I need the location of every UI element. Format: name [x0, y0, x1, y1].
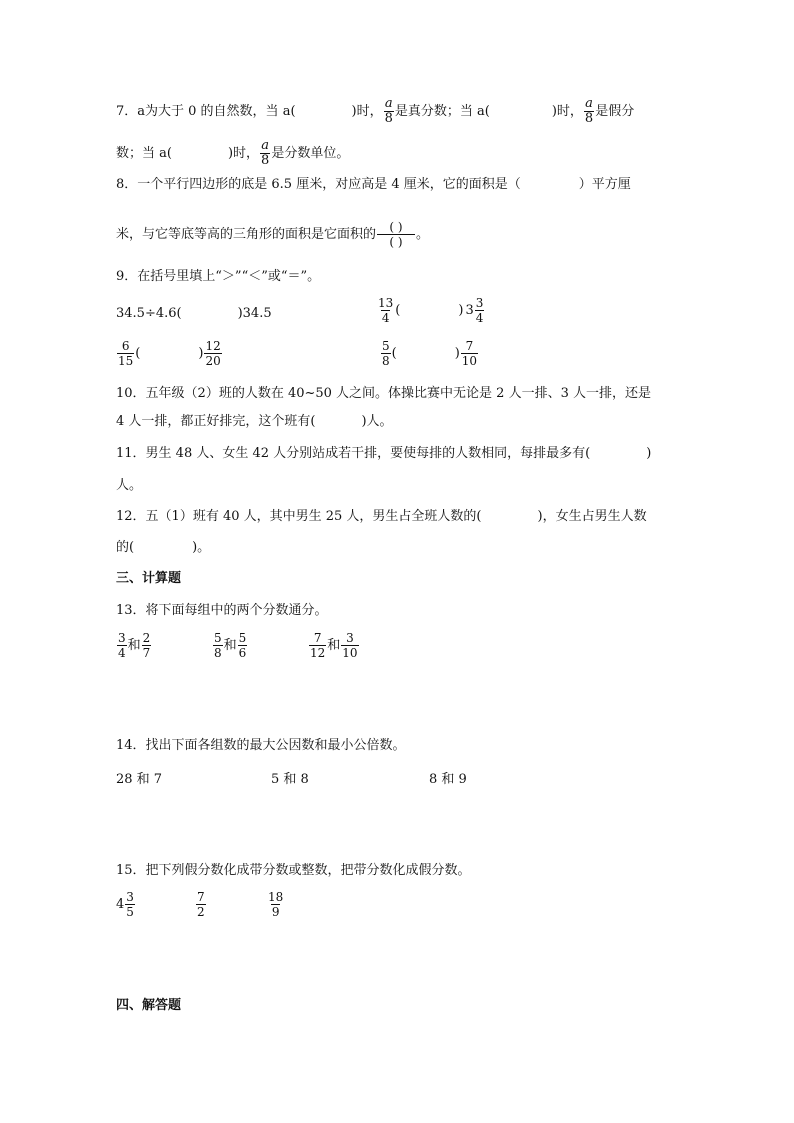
q9-item-c: [116, 339, 223, 368]
q13-group-3: [308, 631, 360, 660]
q9-c-open: (: [135, 346, 141, 361]
fraction-7-2: $\frac{7}{2}$: [197, 890, 205, 919]
q15-item-2: [195, 890, 207, 919]
q12-text-2: )，女生占男生人数: [537, 509, 647, 524]
question-14-title: [116, 737, 406, 755]
q13-group-1: [116, 631, 152, 660]
q9-b-open: (: [395, 303, 401, 318]
q9-b-close: ): [458, 303, 464, 318]
fraction-13-4: $\frac{13}{4}$: [378, 296, 394, 325]
q9-item-d: [380, 339, 479, 368]
q14-title-text: 14．找出下面各组数的最大公因数和最小公倍数。: [116, 738, 406, 753]
q13-title-text: 13．将下面每组中的两个分数通分。: [116, 603, 328, 618]
q14-item-3: 8 和 9: [429, 772, 467, 787]
q8-text-2: ）平方厘: [578, 177, 631, 192]
fraction-a-over-8: $\frac{a}{8}$: [584, 96, 594, 126]
q9-d-close: ): [454, 346, 460, 361]
question-12-line-2: [116, 539, 210, 557]
q12-text-4: )。: [192, 540, 211, 555]
and-text: 和: [127, 638, 141, 653]
question-15-title: [116, 862, 471, 880]
q15-item-3: [266, 890, 285, 919]
q9-b-whole: 3: [465, 303, 474, 318]
question-10-line-1: [116, 385, 651, 403]
q9-a-left: 34.5÷4.6(: [116, 306, 182, 321]
q7-text-5: 是假分: [595, 104, 635, 119]
fraction-3-5: $\frac{3}{5}$: [126, 890, 134, 919]
question-11-line-1: [116, 445, 651, 463]
q7-text-7: )时，: [227, 146, 260, 161]
fraction-blank[interactable]: $\frac{( )}{( )}$: [377, 220, 415, 249]
q9-c-close: ): [198, 346, 204, 361]
question-10-line-2: [116, 413, 393, 431]
question-7-line-1: [116, 97, 634, 126]
fraction-3-4: $\frac{3}{4}$: [118, 631, 126, 660]
q9-d-open: (: [391, 346, 397, 361]
q7-text-8: 是分数单位。: [271, 146, 350, 161]
and-text: 和: [327, 638, 341, 653]
q10-text-2: 4 人一排，都正好排完，这个班有(: [116, 414, 316, 429]
q14-item-2: 5 和 8: [271, 772, 309, 787]
question-7-line-2: [116, 139, 349, 168]
q9-item-b: [376, 296, 485, 325]
question-8-line-1: [116, 176, 631, 194]
q8-text-1: 8．一个平行四边形的底是 6.5 厘米，对应高是 4 厘米，它的面积是（: [116, 177, 521, 192]
q7-text-3: 是真分数；当 a(: [394, 104, 490, 119]
fraction-12-20: $\frac{12}{20}$: [205, 339, 221, 368]
question-8-line-2: [116, 220, 429, 249]
fraction-5-8: $\frac{5}{8}$: [214, 631, 222, 660]
fraction-5-8: $\frac{5}{8}$: [382, 339, 390, 368]
q9-title-text: 9．在括号里填上“＞”“＜”或“＝”。: [116, 269, 321, 284]
q12-text-3: 的(: [116, 540, 135, 555]
q11-text-2: ): [646, 446, 652, 461]
question-13-title: [116, 602, 328, 620]
q14-item-1: 28 和 7: [116, 772, 163, 787]
q15-item-1: [116, 890, 136, 919]
q7-text-1: 7．a为大于 0 的自然数，当 a(: [116, 104, 296, 119]
question-11-line-2: [116, 477, 142, 495]
q7-text-4: )时，: [551, 104, 583, 119]
fraction-6-15: $\frac{6}{15}$: [118, 339, 134, 368]
q10-text-3: )人。: [361, 414, 393, 429]
question-9-title: [116, 268, 320, 286]
q8-text-4: 。: [416, 227, 430, 242]
q10-text-1: 10．五年级（2）班的人数在 40~50 人之间。体操比赛中无论是 2 人一排、3 人一排，还是: [116, 386, 651, 401]
fraction-2-7: $\frac{2}{7}$: [142, 631, 151, 660]
and-text: 和: [223, 638, 237, 653]
section-4-heading: 四、解答题: [116, 998, 182, 1013]
question-12-line-1: [116, 508, 647, 526]
fraction-a-over-8: $\frac{a}{8}$: [261, 138, 270, 168]
q11-text-3: 人。: [116, 478, 143, 493]
section-3-heading: 三、计算题: [116, 571, 182, 586]
fraction-18-9: $\frac{18}{9}$: [268, 890, 284, 919]
fraction-7-12: $\frac{7}{12}$: [310, 631, 326, 660]
fraction-a-over-8: $\frac{a}{8}$: [384, 96, 393, 126]
q11-text-1: 11．男生 48 人、女生 42 人分别站成若干排，要使每排的人数相同，每排最多有(: [116, 446, 591, 461]
q9-item-a: [116, 306, 272, 321]
fraction-3-4: $\frac{3}{4}$: [475, 296, 484, 325]
fraction-5-6: $\frac{5}{6}$: [238, 631, 247, 660]
q8-text-3: 米，与它等底等高的三角形的面积是它面积的: [116, 227, 377, 242]
q15-title-text: 15．把下列假分数化成带分数或整数，把带分数化成假分数。: [116, 863, 471, 878]
q9-a-right: )34.5: [237, 306, 272, 321]
q13-group-2: [212, 631, 248, 660]
fraction-7-10: $\frac{7}{10}$: [461, 339, 478, 368]
q12-text-1: 12．五（1）班有 40 人，其中男生 25 人，男生占全班人数的(: [116, 509, 482, 524]
q7-text-2: )时，: [351, 104, 383, 119]
mixed-whole: 4: [116, 897, 125, 912]
fraction-3-10: $\frac{3}{10}$: [342, 631, 358, 660]
q7-text-6: 数；当 a(: [116, 146, 172, 161]
